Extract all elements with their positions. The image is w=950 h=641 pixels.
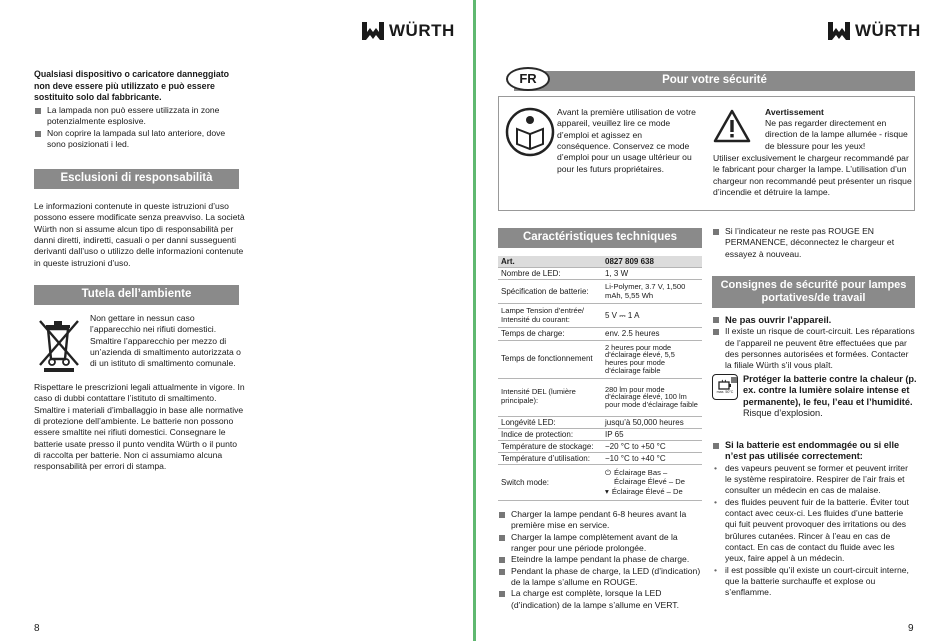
section-title-consignes: Consignes de sécurité pour lampes portatives/de travail [712, 276, 915, 308]
warning-title: Avertissement [765, 107, 824, 117]
switch-mode-2: Éclairage Élevé – De [611, 486, 683, 496]
wurth-logo [362, 20, 455, 42]
spec-key: Switch mode: [498, 465, 602, 501]
list-item: Non coprire la lampada sul lato anteriore, dove sono posizionati i led. [34, 128, 244, 151]
spec-value: jusqu’à 50,000 heures [602, 416, 702, 428]
section-title-securite: Pour votre sécurité [514, 71, 915, 91]
spec-key: Indice de protection: [498, 428, 602, 440]
spec-value: IP 65 [602, 428, 702, 440]
charge-bullets [498, 509, 703, 611]
spec-value: −20 °C to +50 °C [602, 440, 702, 452]
spec-key: Spécification de batterie: [498, 280, 602, 304]
list-item: La charge est complète, lorsque la LED (d’indication) de la lampe s’allume en VERT. [498, 588, 703, 611]
spec-key: Température d’utilisation: [498, 453, 602, 465]
responsabilita-text: Le informazioni contenute in queste istruzioni d’uso possono essere modificate senza preavviso. La società Würth non si assume alcun tipo di responsabilità per danni diretti, indiretti, casuali o per danni susseguenti derivanti dall’uso o utilizzo delle informazioni contenute in queste istruzioni d’uso. [34, 201, 245, 268]
spec-value: 0827 809 638 [602, 256, 702, 268]
list-item: Ne pas ouvrir l’appareil. [712, 314, 917, 326]
flashlight-icon: ▾ [605, 486, 609, 496]
brand-name: WÜRTH [855, 21, 921, 40]
table-row [498, 453, 702, 465]
list-item: Charger la lampe pendant 6-8 heures avant la première mise en service. [498, 509, 703, 532]
list-item: Il existe un risque de court-circuit. Les réparations de l’appareil ne peuvent être effectuées que par des personnes autorisées et formées. Contacter la filiale Würth s’il vous plaît. [712, 326, 917, 371]
read-manual-icon [505, 107, 555, 157]
wurth-logo [828, 20, 921, 42]
list-item [730, 374, 917, 420]
section-title-ambiente: Tutela dell’ambiente [34, 285, 239, 305]
consignes-block [712, 314, 917, 599]
intro-bullets [34, 105, 244, 150]
ambiente-icon-text: Non gettare in nessun caso l’apparecchio nei rifiuti domestici. Smaltire l’apparecchio per mezzo di un’azienda di smaltimento autorizzata o di un istituto di smaltimento comunale. [90, 313, 241, 369]
heat-warning-bold: Protéger la batterie contre la chaleur (p. ex. contre la lumière solaire intense et permanente), le feu, l’eau et l’humidité. [743, 373, 917, 407]
spec-key: Nombre de LED: [498, 268, 602, 280]
section-title-responsabilita: Esclusioni di responsabilità [34, 169, 239, 189]
list-item: • des fluides peuvent fuir de la batterie. Éviter tout contact avec ceux-ci. Les fluides d’une batterie qui fuit peuvent provoquer des irritations ou des brûlures cutanées. Rincer à l’eau en cas de contact. En cas de contact du fluide avec les yeux, faire appel à un médecin. [712, 497, 917, 565]
spec-value: 1, 3 W [602, 268, 702, 280]
list-item: Charger la lampe complètement avant de la ranger pour une période prolongée. [498, 532, 703, 555]
list-item: Si la batterie est endommagée ou si elle n’est pas utilisée correctement: [712, 440, 917, 463]
warning-triangle-icon [713, 109, 751, 143]
brand-name: WÜRTH [389, 21, 455, 40]
indicator-bullets [712, 226, 917, 260]
table-row [498, 328, 702, 340]
table-row [498, 304, 702, 328]
left-page [0, 0, 474, 641]
list-item: La lampada non può essere utilizzata in zone potenzialmente esplosive. [34, 105, 244, 128]
ambiente-text: Rispettare le prescrizioni legali attualmente in vigore. In caso di dubbi contattare l’istituto di smaltimento. Smaltire i materiali d’imballaggio in base alle normative di protezione dell’ambiente. Le batterie non possono essere smaltite nei rifiuti domestici. Consegnare le batterie usate presso il punto vendita Würth o il punto di raccolta per batterie. Non ci assumiamo alcuna responsabilità per errori di stampa. [34, 382, 245, 472]
page-number: 8 [34, 622, 40, 634]
heat-icon-label: max. 50°C [716, 389, 734, 394]
spec-key: Longévité LED: [498, 416, 602, 428]
table-row [498, 440, 702, 452]
spec-value: 280 lm pour mode d’éclairage élevé, 100 lm pour mode d’éclairage faible [602, 378, 702, 416]
spec-value: −10 °C to +40 °C [602, 453, 702, 465]
spec-value: Li-Polymer, 3.7 V, 1,500 mAh, 5,55 Wh [602, 280, 702, 304]
spec-key: Lampe Tension d’entrée/ Intensité du courant: [498, 304, 602, 328]
table-row [498, 416, 702, 428]
charger-warning-text: Utiliser exclusivement le chargeur recommandé par le fabricant pour charger la lampe. L’utilisation d’un chargeur non recommandé peut présenter un risque d’incendie et détruire la lampe. [713, 153, 912, 198]
table-row [498, 268, 702, 280]
table-row [498, 340, 702, 378]
spec-key: Température de stockage: [498, 440, 602, 452]
wurth-mark-icon [828, 22, 850, 40]
right-page [476, 0, 950, 641]
page-number: 9 [908, 622, 914, 634]
spec-key: Art. [498, 256, 602, 268]
table-row [498, 465, 702, 501]
switch-mode-1: Éclairage Bas – Éclairage Élevé – De [614, 468, 685, 486]
consignes-list [712, 314, 917, 372]
table-row [498, 428, 702, 440]
wurth-mark-icon [362, 22, 384, 40]
heat-warning-rest: Risque d’explosion. [743, 408, 823, 418]
warning-text: Ne pas regarder directement en direction de la lampe allumée - risque de blessure pour les yeux! [765, 118, 908, 151]
list-item: Pendant la phase de charge, la LED (d’indication) de la lampe s’allume en ROUGE. [498, 566, 703, 589]
spec-value: 5 V ⎓ 1 A [602, 304, 702, 328]
list-item: • il est possible qu’il existe un court-circuit interne, que la batterie surchauffe et explose ou s’enflamme. [712, 565, 917, 599]
spec-key: Temps de charge: [498, 328, 602, 340]
table-row [498, 378, 702, 416]
safety-box [498, 96, 915, 211]
spec-key: Temps de fonctionnement [498, 340, 602, 378]
list-item: • des vapeurs peuvent se former et peuvent irriter le système respiratoire. Respirer de l’air frais et consulter un médecin en cas de malaise. [712, 463, 917, 497]
table-row [498, 256, 702, 268]
power-button-icon: ⏻ [605, 468, 612, 478]
spec-value [602, 465, 702, 501]
language-badge: FR [506, 67, 550, 91]
damaged-list [712, 440, 917, 463]
damaged-items [712, 463, 917, 599]
section-title-specs: Caractéristiques techniques [498, 228, 702, 248]
spec-value: env. 2.5 heures [602, 328, 702, 340]
spec-key: Intensité DEL (lumière principale): [498, 378, 602, 416]
crossed-bin-icon [36, 317, 82, 373]
intro-warning: Qualsiasi dispositivo o caricatore danneggiato non deve essere più utilizzato e può essere sostituito solo dal fabbricante. [34, 69, 230, 103]
spec-value: 2 heures pour mode d’éclairage élevé, 5,5 heures pour mode d’éclairage faible [602, 340, 702, 378]
list-item: Eteindre la lampe pendant la phase de charge. [498, 554, 703, 565]
read-manual-text: Avant la première utilisation de votre appareil, veuillez lire ce mode d’emploi et agissez en conséquence. Conservez ce mode d’emploi pour un usage ultérieur ou pour les futurs propriétaires. [557, 107, 696, 174]
table-row [498, 280, 702, 304]
heat-list [730, 374, 917, 420]
specs-table [498, 256, 702, 501]
list-item: Si l’indicateur ne reste pas ROUGE EN PERMANENCE, déconnectez le chargeur et essayez à nouveau. [712, 226, 917, 260]
